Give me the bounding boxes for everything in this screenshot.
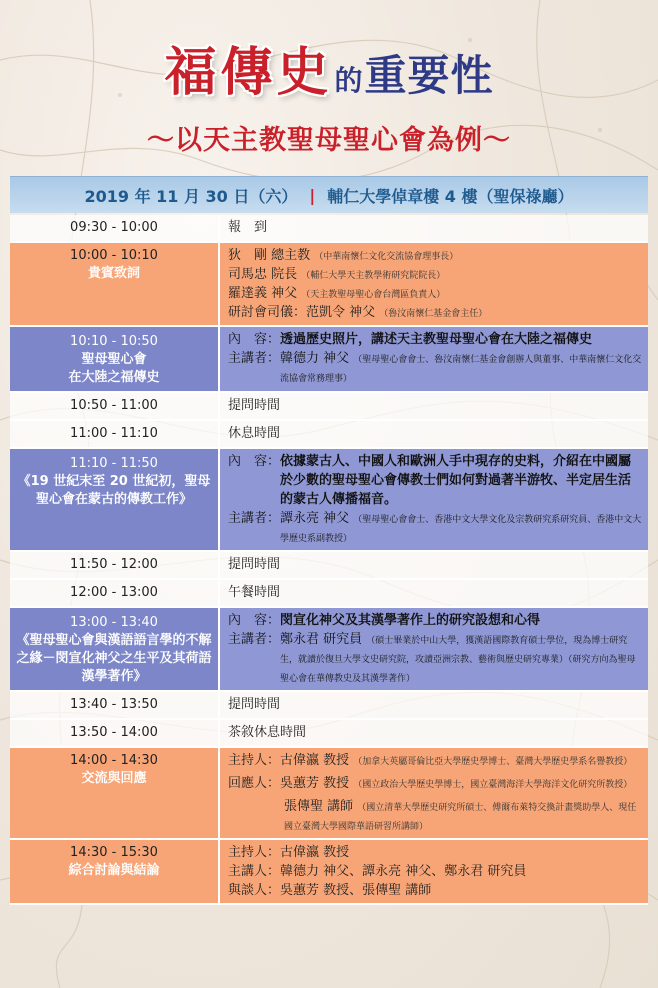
person-bio: （國立政治大學歷史學博士，國立臺灣海洋大學海洋文化研究所教授） — [353, 780, 633, 790]
time-range: 11:50 - 12:00 — [70, 557, 158, 572]
content-cell: 報 到 — [218, 215, 648, 241]
person-bio: （國立清華大學歷史研究所碩士、傅爾布萊特交換計畫獎助學人、現任國立臺灣大學國際華語研習所講師） — [284, 803, 637, 832]
content-cell — [218, 449, 648, 550]
role-label: 主持人： — [228, 753, 281, 768]
poster-subtitle: 〜以天主教聖母聖心會為例〜 — [147, 125, 511, 156]
event-date: 2019 年 11 月 30 日（六） — [84, 186, 298, 206]
time-range: 11:00 - 11:10 — [70, 426, 158, 441]
title-main: 福傳史 — [164, 42, 333, 103]
speaker-name: 韓德力 神父 — [280, 351, 350, 366]
content-label: 內 容： — [228, 332, 281, 347]
speaker-line — [228, 509, 642, 547]
time-range: 10:10 - 10:50 — [70, 334, 158, 349]
host-line — [228, 843, 642, 862]
time-cell — [10, 840, 218, 903]
person-name: 吳蕙芳 教授、張傳聖 講師 — [280, 883, 432, 898]
schedule-row — [10, 840, 648, 905]
speaker-bio: （碩士畢業於中山大學，獲漢語國際教育碩士學位，現為博士研究生，就讀於復旦大學文史研究院，攻讀亞洲宗教、藝術與歷史研究專業）（研究方向為聖母聖心會在華傳教史及其漢學著作） — [280, 636, 636, 684]
speaker-line — [228, 349, 642, 387]
content-text: 依據蒙古人、中國人和歐洲人手中現存的史料，介紹在中國屬於少數的聖母聖心會傳教士們如何對過著半游牧、半定居生活的蒙古人傳播福音。 — [280, 454, 632, 507]
schedule-row — [10, 720, 648, 748]
content-label: 內 容： — [228, 613, 281, 628]
content-cell — [218, 327, 648, 391]
guest-title: （輔仁大學天主教學術研究院院長） — [301, 271, 446, 281]
schedule-row — [10, 393, 648, 421]
poster-header — [0, 0, 658, 170]
schedule-row — [10, 243, 648, 327]
respondent-line — [228, 797, 642, 835]
speaker-line — [228, 630, 642, 687]
content-cell: 提問時間 — [218, 552, 648, 578]
role-label: 回應人： — [228, 776, 281, 791]
person-name: 吳蕙芳 教授 — [280, 776, 350, 791]
guest-title: （中華南懷仁文化交流協會理事長） — [314, 252, 459, 262]
time-cell — [10, 748, 218, 838]
session-name: 綜合討論與結論 — [68, 863, 160, 878]
date-separator: | — [309, 185, 316, 205]
speaker-label: 主講者： — [228, 511, 281, 526]
date-venue-band — [10, 176, 648, 213]
session-name: 聖母聖心會 在大陸之福傳史 — [68, 352, 160, 385]
time-range: 11:10 - 11:50 — [70, 456, 158, 471]
person-name: 張傳聖 講師 — [284, 799, 354, 814]
speaker-label: 主講者： — [228, 351, 281, 366]
content-cell: 提問時間 — [218, 692, 648, 718]
content-cell — [218, 840, 648, 903]
guest-line — [228, 284, 642, 303]
session-name: 《19 世紀末至 20 世紀初，聖母聖心會在蒙古的傳教工作》 — [17, 474, 211, 507]
time-range: 14:00 - 14:30 — [70, 753, 158, 768]
person-name: 古偉瀛 教授 — [280, 845, 350, 860]
content-line — [228, 330, 642, 349]
time-cell — [10, 552, 218, 578]
session-name: 交流與回應 — [81, 771, 147, 786]
time-range: 10:00 - 10:10 — [70, 248, 158, 263]
time-cell — [10, 720, 218, 746]
content-cell: 午餐時間 — [218, 580, 648, 606]
role-label: 與談人： — [228, 883, 281, 898]
schedule-row — [10, 608, 648, 692]
content-cell — [218, 608, 648, 690]
time-range: 09:30 - 10:00 — [70, 220, 158, 235]
content-cell — [218, 748, 648, 838]
title-rest: 重要性 — [364, 51, 494, 100]
content-cell: 休息時間 — [218, 421, 648, 447]
host-line — [228, 751, 642, 770]
content-text: 透過歷史照片，講述天主教聖母聖心會在大陸之福傳史 — [280, 332, 593, 347]
schedule-row — [10, 327, 648, 393]
content-cell: 提問時間 — [218, 393, 648, 419]
session-name: 《聖母聖心會與漢語語言學的不解之緣－閔宣化神父之生平及其荷語漢學著作》 — [16, 633, 212, 684]
guest-name: 司馬忠 院長 — [228, 267, 298, 282]
guest-title: （魯汶南懷仁基金會主任） — [379, 309, 488, 319]
guest-title: （天主教聖母聖心會台灣區負責人） — [301, 290, 446, 300]
content-line — [228, 611, 642, 630]
title-connector: 的 — [334, 64, 363, 97]
guest-line — [228, 246, 642, 265]
person-bio: （加拿大英屬哥倫比亞大學歷史學博士、臺灣大學歷史學系名譽教授） — [353, 757, 633, 767]
time-cell — [10, 215, 218, 241]
schedule-row — [10, 421, 648, 449]
guest-name: 研討會司儀：范凱令 神父 — [228, 305, 376, 320]
schedule-row — [10, 580, 648, 608]
time-range: 10:50 - 11:00 — [70, 398, 158, 413]
speaker-name: 譚永亮 神父 — [280, 511, 350, 526]
schedule-row — [10, 449, 648, 552]
speaker-name: 鄭永君 研究員 — [280, 632, 363, 647]
role-label: 主講人： — [228, 864, 281, 879]
content-cell: 茶敘休息時間 — [218, 720, 648, 746]
speaker-bio: （聖母聖心會會士、魯汶南懷仁基金會創辦人與董事、中華南懷仁文化交流協會常務理事） — [280, 355, 642, 384]
schedule-row — [10, 748, 648, 840]
guest-line — [228, 265, 642, 284]
time-cell — [10, 580, 218, 606]
role-label: 主持人： — [228, 845, 281, 860]
person-name: 韓德力 神父、譚永亮 神父、鄭永君 研究員 — [280, 864, 527, 879]
schedule-row — [10, 692, 648, 720]
speaker-label: 主講者： — [228, 632, 281, 647]
speaker-bio: （聖母聖心會會士、香港中文大學文化及宗教研究系研究員、香港中文大學歷史系副教授） — [280, 515, 642, 544]
content-line — [228, 452, 642, 509]
schedule-row — [10, 215, 648, 243]
content-label: 內 容： — [228, 454, 281, 469]
panelists-line — [228, 881, 642, 900]
time-cell — [10, 449, 218, 550]
time-range: 13:40 - 13:50 — [70, 697, 158, 712]
speakers-line — [228, 862, 642, 881]
respondent-line — [228, 774, 642, 793]
schedule-table — [10, 215, 648, 905]
guest-line — [228, 303, 642, 322]
schedule-row — [10, 552, 648, 580]
event-venue: 輔仁大學倬章樓 4 樓（聖保祿廳） — [327, 186, 574, 206]
time-range: 14:30 - 15:30 — [70, 845, 158, 860]
session-name: 貴賓致詞 — [87, 266, 140, 281]
time-range: 12:00 - 13:00 — [70, 585, 158, 600]
time-range: 13:50 - 14:00 — [70, 725, 158, 740]
poster-title — [0, 30, 658, 105]
content-cell — [218, 243, 648, 325]
time-cell — [10, 421, 218, 447]
time-cell — [10, 608, 218, 690]
time-range: 13:00 - 13:40 — [70, 615, 158, 630]
person-name: 古偉瀛 教授 — [280, 753, 350, 768]
time-cell — [10, 327, 218, 391]
time-cell — [10, 243, 218, 325]
time-cell — [10, 692, 218, 718]
time-cell — [10, 393, 218, 419]
guest-name: 羅達義 神父 — [228, 286, 298, 301]
guest-name: 狄 剛 總主教 — [228, 248, 311, 263]
content-text: 閔宣化神父及其漢學著作上的研究設想和心得 — [280, 613, 541, 628]
